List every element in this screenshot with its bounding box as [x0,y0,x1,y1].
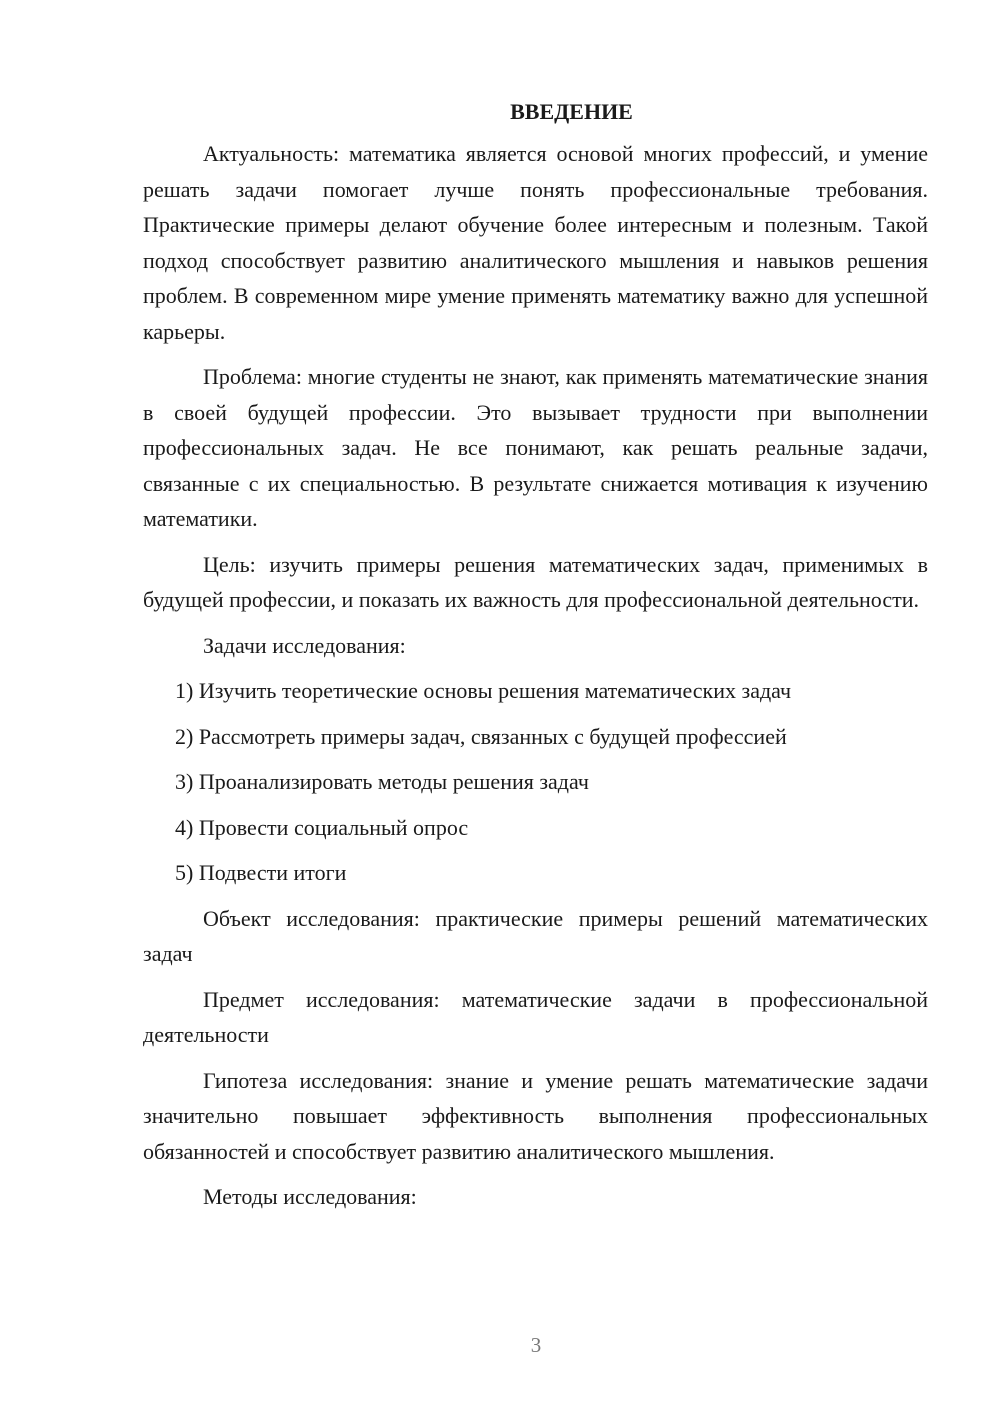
tasks-title: Задачи исследования: [203,632,406,658]
page-number: 3 [530,1333,542,1357]
goal-paragraph: Цель: изучить примеры решения математических задач, применимых в будущей профессии, и показать их важность для профессиональной деятельности. [143,551,928,612]
object-paragraph: Объект исследования: практические примеры решений математических задач [143,905,928,966]
list-item: 4) Провести социальный опрос [175,814,469,840]
page-title: ВВЕДЕНИЕ [510,99,633,124]
hypothesis-paragraph: Гипотеза исследования: знание и умение решать математические задачи значительно повышает эффективность выполнения профессиональных обязанностей и способствует развитию аналитического мышления. [143,1067,928,1164]
subject-paragraph: Предмет исследования: математические задачи в профессиональной деятельности [143,986,928,1047]
methods-title: Методы исследования: [203,1184,417,1209]
list-item: 3) Проанализировать методы решения задач [175,769,589,794]
relevance-paragraph: Актуальность: математика является основой многих профессий, и умение решать задачи помогает лучше понять профессиональные требования. Практические примеры делают обучение более интересным и полезным. Такой подход способствует развитию аналитического мышления и навыков решения проблем. В современном мире умение применять математику важно для успешной карьеры. [143,141,928,344]
list-item: 2) Рассмотреть примеры задач, связанных с будущей профессией [175,723,787,749]
problem-paragraph: Проблема: многие студенты не знают, как применять математические знания в своей будущей профессии. Это вызывает трудности при выполнении профессиональных задач. Не все понимают, как решать реальные задачи, связанные с их специальностью. В результате снижается мотивация к изучению математики. [143,364,928,531]
list-item: 1) Изучить теоретические основы решения математических задач [175,678,792,703]
list-item: 5) Подвести итоги [175,860,347,885]
tasks-list [143,673,928,891]
